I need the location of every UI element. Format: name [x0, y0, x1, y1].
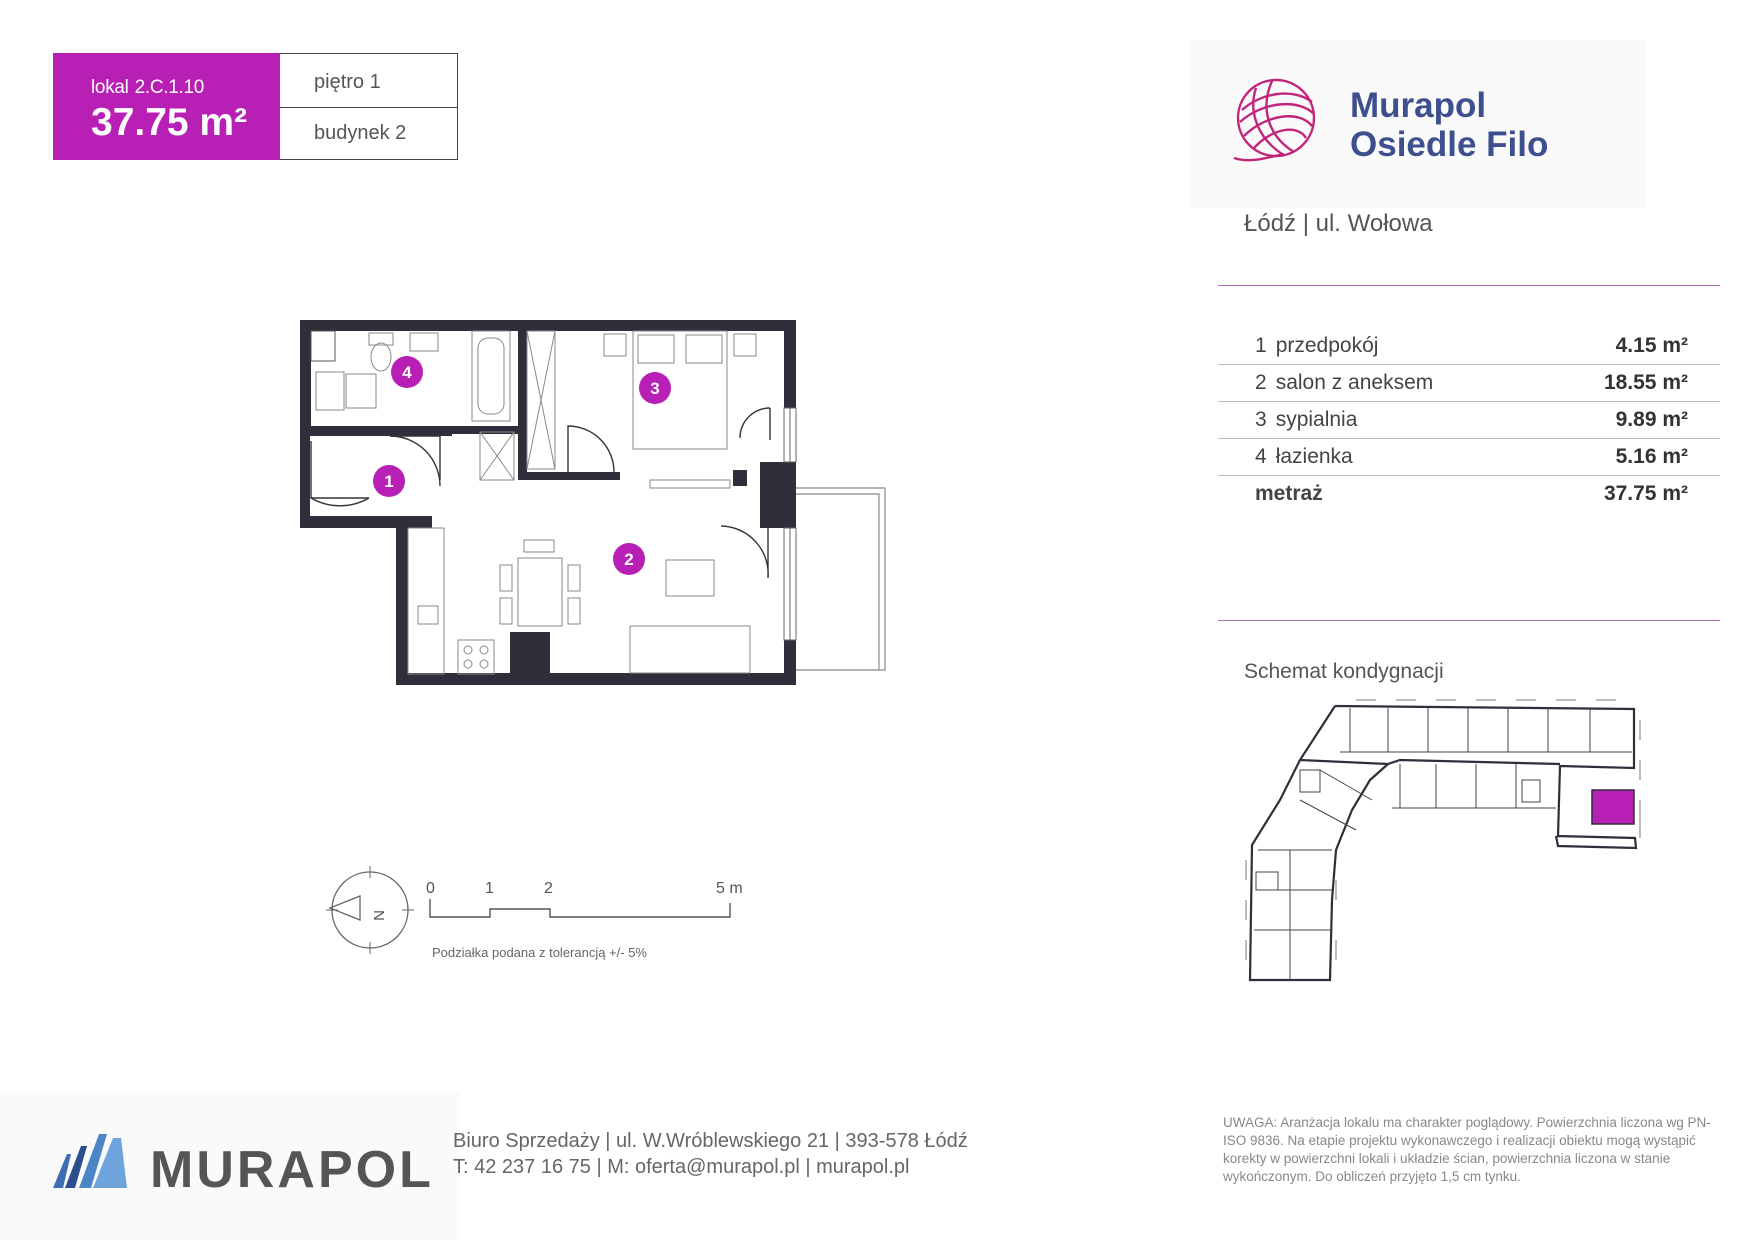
- floor-schema-label: Schemat kondygnacji: [1244, 660, 1444, 683]
- brand-name: Murapol Osiedle Filo: [1350, 86, 1549, 164]
- unit-id: lokal 2.C.1.10: [91, 77, 205, 98]
- room-marker-4: 4: [402, 363, 412, 382]
- disclaimer-note: UWAGA: Aranżacja lokalu ma charakter poglądowy. Powierzchnia liczona wg PN-ISO 9836. Na etapie projektu wykonawczego i realizacji obiektu mogą wystąpić korekty w powierzchni lokali i układzie ścian, powierzchnia liczona w stanie wykończonym. Do obliczeń przyjęto 1,5 cm tynku.: [1223, 1115, 1711, 1184]
- unit-location: [280, 53, 458, 160]
- room-table: [1218, 328, 1720, 512]
- room-marker-2: 2: [624, 550, 634, 569]
- scale-bar: [420, 895, 740, 925]
- murapol-logo-icon: [53, 1134, 127, 1188]
- scale-tick: 5 m: [716, 880, 743, 897]
- room-row: 4 łazienka 5.16 m²: [1218, 439, 1720, 476]
- floor-plan: [290, 310, 910, 690]
- building-label: budynek 2: [314, 122, 407, 144]
- scale-tick: 2: [544, 880, 553, 897]
- floor-label: piętro 1: [314, 71, 381, 93]
- compass-north-label: N: [370, 910, 387, 921]
- divider: [1218, 620, 1720, 621]
- scale-tick: 1: [485, 880, 494, 897]
- murapol-logo-text: MURAPOL: [150, 1141, 434, 1199]
- compass-icon: [320, 860, 420, 960]
- unit-header: [53, 53, 280, 160]
- room-row: 1 przedpokój 4.15 m²: [1218, 328, 1720, 365]
- sales-office-contact: T: 42 237 16 75 | M: oferta@murapol.pl | murapol.pl: [453, 1156, 910, 1178]
- room-marker-1: 1: [384, 472, 394, 491]
- scale-tick: 0: [426, 880, 435, 897]
- total-row: metraż 37.75 m²: [1255, 482, 1688, 505]
- room-row: 2 salon z aneksem 18.55 m²: [1218, 365, 1720, 402]
- divider: [1218, 285, 1720, 286]
- floor-schema: [1244, 698, 1674, 988]
- unit-area: 37.75 m²: [91, 101, 248, 144]
- project-address: Łódź | ul. Wołowa: [1244, 210, 1433, 237]
- room-marker-3: 3: [650, 379, 660, 398]
- scale-note: Podziałka podana z tolerancją +/- 5%: [432, 945, 647, 960]
- sales-office-address: Biuro Sprzedaży | ul. W.Wróblewskiego 21 | 393-578 Łódź: [453, 1130, 968, 1152]
- room-row: 3 sypialnia 9.89 m²: [1218, 402, 1720, 439]
- brand-yarn-logo-icon: [1232, 74, 1324, 166]
- unit-highlight: [1592, 790, 1634, 824]
